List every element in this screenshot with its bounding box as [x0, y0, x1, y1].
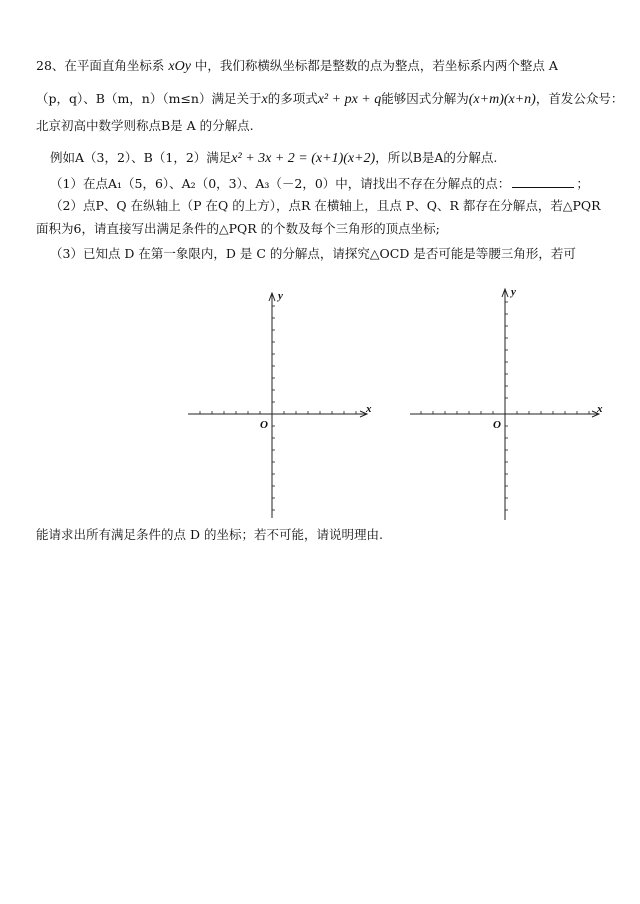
problem-number: 28、 — [36, 58, 65, 73]
problem-line-1: 28、在平面直角坐标系 xOy 中，我们称横纵坐标都是整数的点为整点，若坐标系内两个整点 A — [36, 58, 558, 74]
coordinate-plane-left — [180, 280, 380, 530]
question-1: （1）在点A₁（5，6）、A₂（0，3）、A₃（－2，0）中，请找出不存在分解点的点： ； — [50, 176, 589, 191]
answer-blank[interactable] — [512, 175, 574, 188]
origin-label: O — [493, 419, 501, 431]
polynomial: x² + px + q — [317, 92, 382, 107]
y-axis-label: y — [511, 286, 516, 298]
question-3-line-2: 能请求出所有满足条件的点 D 的坐标；若不可能，请说明理由. — [36, 527, 383, 542]
problem-line-3: 北京初高中数学则称点B是 A 的分解点. — [36, 118, 254, 133]
question-2-line-1: （2）点P、Q 在纵轴上（P 在Q 的上方），点R 在横轴上，且点 P、Q、R 都存在分解点，若△PQR — [50, 198, 601, 213]
coordinate-system-name: xOy — [168, 59, 191, 74]
y-axis-label: y — [278, 290, 283, 302]
question-2-line-2: 面积为6，请直接写出满足条件的△PQR 的个数及每个三角形的顶点坐标; — [36, 221, 440, 236]
origin-label: O — [260, 419, 268, 431]
example-equation: x² + 3x + 2 = (x+1)(x+2) — [231, 151, 376, 166]
coordinate-plane-right — [405, 280, 615, 530]
problem-line-2: （p，q）、B（m，n）（m≤n）满足关于x的多项式x² + px + q能够因式分解为(x+m)(x+n)，首发公众号： — [36, 91, 624, 107]
x-axis-label: x — [597, 403, 603, 415]
question-3-line-1: （3）已知点 D 在第一象限内，D 是 C 的分解点，请探究△OCD 是否可能是等腰三角形，若可 — [50, 246, 576, 261]
factorization: (x+m)(x+n) — [468, 92, 536, 107]
example-line: 例如A（3，2）、B（1，2）满足x² + 3x + 2 = (x+1)(x+2)，所以B是A的分解点. — [50, 150, 498, 166]
x-axis-label: x — [366, 403, 372, 415]
